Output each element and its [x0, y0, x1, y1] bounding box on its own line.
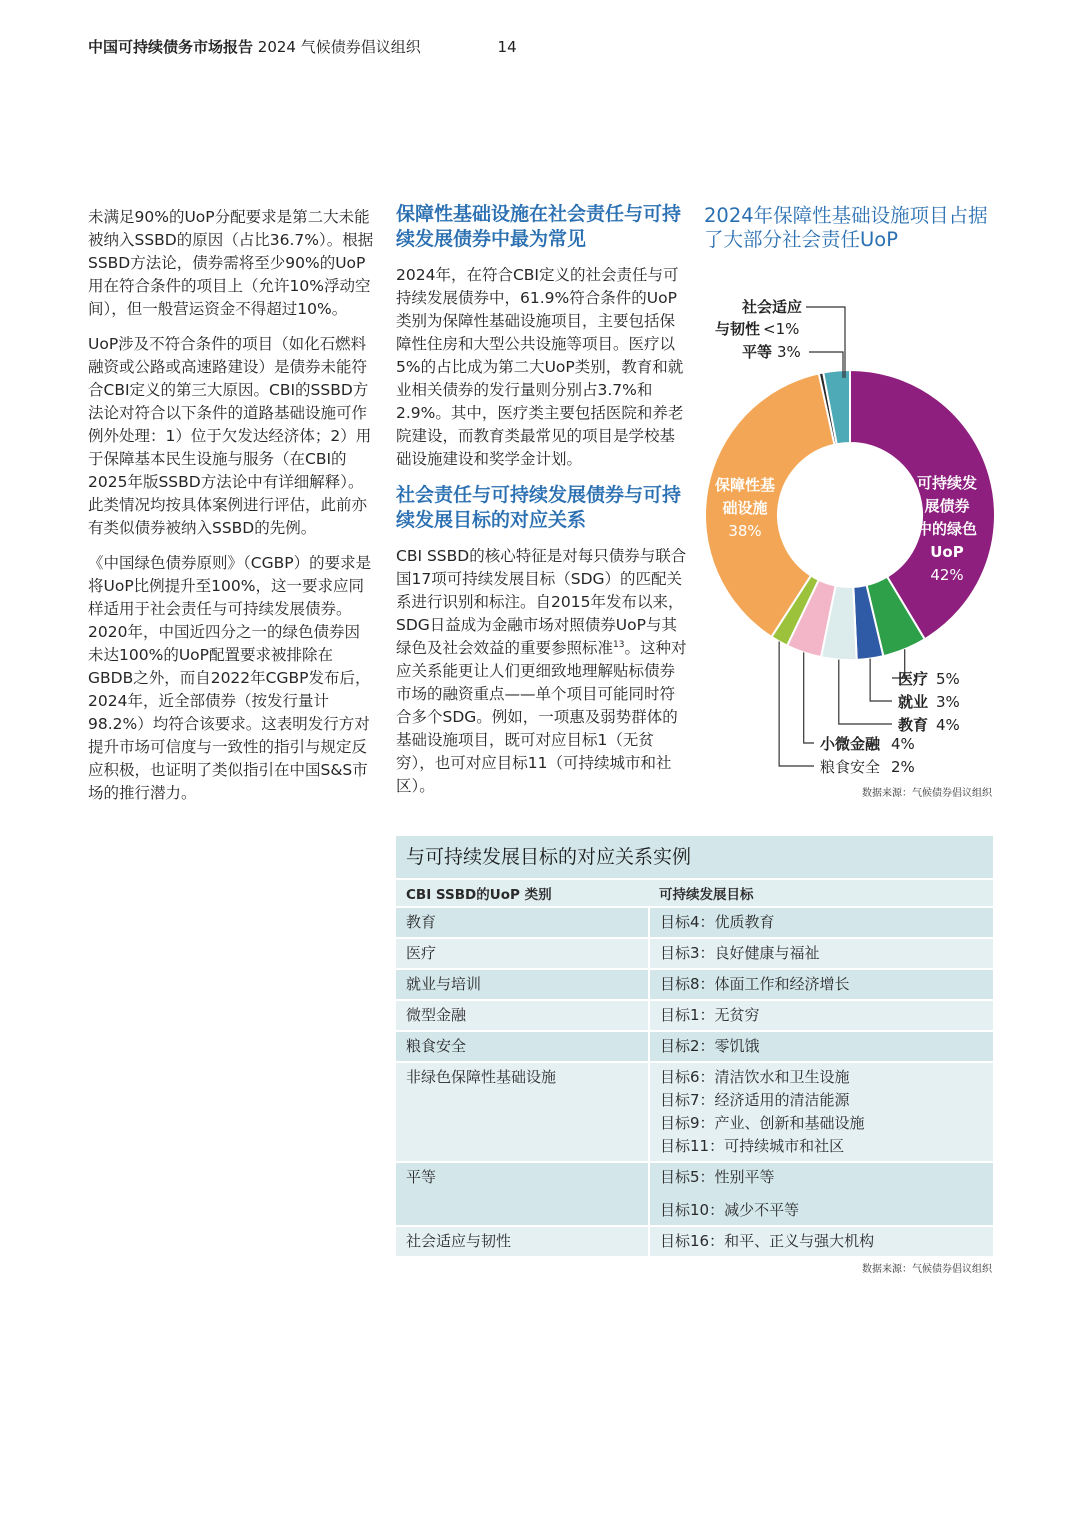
table-cell-goals	[649, 1226, 993, 1256]
goal-line: 目标7：经济适用的清洁能源	[660, 1091, 850, 1109]
pct-education: 4%	[936, 716, 960, 734]
goal-line: 目标9：产业、创新和基础设施	[660, 1114, 865, 1132]
left-paragraph-3: 《中国绿色债券原则》（CGBP）的要求是将UoP比例提升至100%，这一要求应同样适用于社会责任与可持续发展债券。2020年，中国近四分之一的绿色债券因未达100%的UoP配置要求被排除在GBDB之外，而自2022年CGBP发布后，2024年，近全部债券（按发行量计98.2%）均符合该要求。这表明发行方对提升市场可信度与一致性的指引与规定反应积极，也证明了类似指引在中国S&S市场的推行潜力。	[88, 554, 372, 802]
table-cell-goals	[649, 938, 993, 969]
table-source: 数据来源：气候债券倡议组织	[862, 1264, 992, 1275]
goal-line: 目标3：良好健康与福祉	[660, 944, 820, 962]
table-row	[396, 1162, 993, 1226]
page-header	[88, 36, 517, 57]
left-column	[88, 206, 374, 817]
pct-social-resilience: <1%	[763, 320, 800, 338]
table-cell-category: 微型金融	[396, 1000, 649, 1031]
table-row	[396, 969, 993, 1000]
table-title: 与可持续发展目标的对应关系实例	[406, 846, 692, 868]
label-infrastructure-1: 保障性基	[714, 476, 776, 494]
left-paragraph-1: 未满足90%的UoP分配要求是第二大未能被纳入SSBD的原因（占比36.7%）。根据SSBD方法论，债券需将至少90%的UoP用在符合条件的项目上（允许10%浮动空间），但一般营运资金不得超过10%。	[88, 208, 374, 318]
table-header-category: CBI SSBD的UoP 类别	[396, 879, 649, 907]
goal-line: 目标1：无贫穷	[660, 1006, 760, 1024]
label-microfinance: 小微金融	[820, 735, 881, 753]
sdg-table-box	[396, 836, 993, 1256]
table-cell-goals	[649, 1031, 993, 1062]
label-food-security: 粮食安全	[820, 758, 881, 776]
table-cell-goals	[649, 907, 993, 938]
pct-infrastructure: 38%	[728, 522, 762, 540]
goal-line: 目标11：可持续城市和社区	[660, 1137, 845, 1155]
leader-social-resilience	[806, 307, 845, 378]
label-green-uop-1: 可持续发	[916, 474, 978, 492]
goal-line: 目标10：减少不平等	[660, 1201, 800, 1219]
table-cell-goals	[649, 969, 993, 1000]
label-education: 教育	[898, 716, 929, 734]
page-number: 14	[497, 38, 517, 56]
goal-line: 目标6：清洁饮水和卫生设施	[660, 1068, 850, 1086]
goal-line: 目标4：优质教育	[660, 913, 775, 931]
pct-employment: 3%	[936, 693, 960, 711]
table-header-goal: 可持续发展目标	[649, 879, 993, 907]
section-heading-2: 社会责任与可持续发展债券与可持续发展目标的对应关系	[396, 484, 682, 531]
leader-employment	[870, 659, 892, 701]
table-header-row	[396, 879, 993, 907]
label-social-resilience-2: 与韧性	[714, 320, 760, 338]
table-cell-category: 粮食安全	[396, 1031, 649, 1062]
pct-healthcare: 5%	[936, 670, 960, 688]
middle-paragraph-2-tail: 。这种对应关系能更让人们更细致地理解贴标债券市场的融资重点——单个项目可能同时符合多个SDG。例如，一项惠及弱势群体的基础设施项目，既可对应目标1（无贫穷），也可对应目标11（可持续城市和社区）。	[396, 639, 687, 795]
report-title: 中国可持续债务市场报告	[88, 38, 254, 56]
goal-line: 目标8：体面工作和经济增长	[660, 975, 850, 993]
table-cell-category: 教育	[396, 907, 649, 938]
label-employment: 就业	[898, 693, 929, 711]
pct-equality: 3%	[777, 343, 801, 361]
pct-microfinance: 4%	[891, 735, 915, 753]
table-cell-category: 就业与培训	[396, 969, 649, 1000]
table-row	[396, 907, 993, 938]
chart-title: 2024年保障性基础设施项目占据了大部分社会责任UoP	[704, 204, 988, 251]
pct-green-uop: 42%	[930, 566, 964, 584]
left-paragraph-2: UoP涉及不符合条件的项目（如化石燃料融资或公路或高速路建设）是债券未能符合CBI定义的第三大原因。CBI的SSBD方法论对符合以下条件的道路基础设施可作例外处理：1）位于欠发达经济体；2）用于保障基本民生设施与服务（在CBI的2025年版SSBD方法论中有详细解释）。此类情况均按具体案例进行评估，此前亦有类似债券被纳入SSBD的先例。	[88, 335, 372, 537]
report-subtitle: 2024 气候债券倡议组织	[257, 38, 421, 56]
middle-paragraph-2-text: CBI SSBD的核心特征是对每只债券与联合国17项可持续发展目标（SDG）的匹配关系进行识别和标注。自2015年发布以来，SDG日益成为金融市场对照债券UoP与其绿色及社会效益的重要参照标准	[396, 547, 687, 657]
table-cell-goals	[649, 1162, 993, 1226]
goal-line: 目标5：性别平等	[660, 1168, 775, 1186]
chart-source: 数据来源：气候债券倡议组织	[862, 788, 992, 799]
middle-paragraph-1: 2024年，在符合CBI定义的社会责任与可持续发展债券中，61.9%符合条件的UoP类别为保障性基础设施项目，主要包括保障性住房和大型公共设施等项目。医疗以5%的占比成为第二大UoP类别，教育和就业相关债券的发行量则分别占3.7%和2.9%。其中，医疗类主要包括医院和养老院建设，而教育类最常见的项目是学校基础设施建设和奖学金计划。	[396, 266, 684, 468]
goal-line: 目标16：和平、正义与强大机构	[660, 1232, 875, 1250]
label-healthcare: 医疗	[898, 670, 929, 688]
table-row	[396, 1062, 993, 1162]
leader-microfinance	[804, 652, 814, 743]
middle-column	[396, 202, 688, 810]
table-row	[396, 1000, 993, 1031]
table-cell-goals	[649, 1000, 993, 1031]
table-cell-goals	[649, 1062, 993, 1162]
table-cell-category: 平等	[396, 1162, 649, 1226]
middle-paragraph-2	[396, 545, 688, 798]
table-row	[396, 1226, 993, 1256]
label-social-resilience-1: 社会适应	[741, 298, 802, 316]
pct-food-security: 2%	[891, 758, 915, 776]
label-green-uop-3: 中的绿色	[916, 520, 978, 538]
label-green-uop-4: UoP	[930, 543, 964, 561]
table-cell-category: 社会适应与韧性	[396, 1226, 649, 1256]
table-row	[396, 938, 993, 969]
goal-line: 目标2：零饥饿	[660, 1037, 760, 1055]
table-cell-category: 非绿色保障性基础设施	[396, 1062, 649, 1162]
label-equality: 平等	[741, 343, 772, 361]
leader-education	[839, 660, 892, 724]
leader-food-security	[779, 641, 814, 766]
section-heading-1: 保障性基础设施在社会责任与可持续发展债券中最为常见	[396, 203, 682, 250]
label-infrastructure-2: 础设施	[722, 499, 768, 517]
table-cell-category: 医疗	[396, 938, 649, 969]
footnote-ref: 13	[613, 639, 625, 650]
table-row	[396, 1031, 993, 1062]
donut-chart	[680, 280, 1020, 800]
label-green-uop-2: 展债券	[924, 497, 970, 515]
sdg-table	[396, 878, 993, 1256]
